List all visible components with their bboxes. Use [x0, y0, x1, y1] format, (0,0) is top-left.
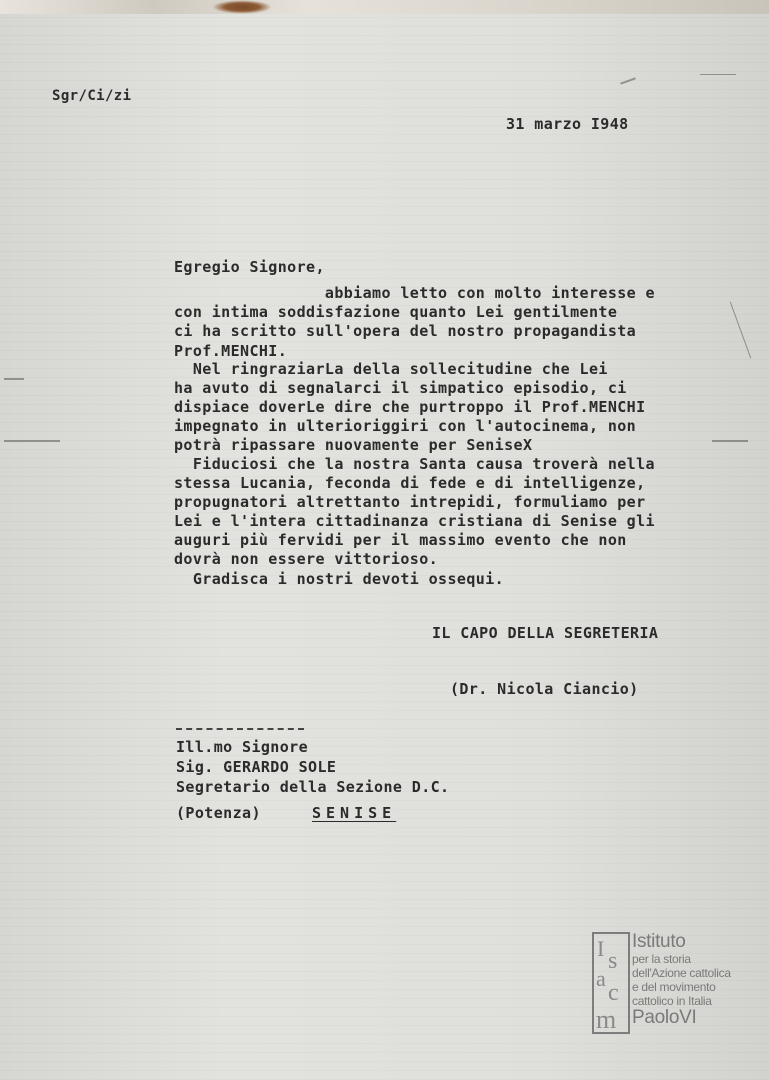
logo-monogram-icon — [594, 934, 628, 1032]
body-line: abbiamo letto con molto interesse e — [174, 284, 655, 302]
recipient-province: (Potenza) — [176, 804, 261, 822]
logo-line: PaoloVI — [632, 1007, 697, 1028]
archive-logo — [592, 932, 742, 1038]
body-line: Gradisca i nostri devoti ossequi. — [174, 570, 505, 588]
logo-line: Istituto — [632, 931, 686, 952]
body-line: impegnato in ulterioriggiri con l'autocinema, non — [174, 417, 637, 435]
body-line: Fiduciosi che la nostra Santa causa troverà nella — [174, 455, 655, 473]
body-line: potrà ripassare nuovamente per SeniseX — [174, 436, 533, 454]
paper-top-edge — [0, 0, 769, 14]
logo-line: cattolico in Italia — [632, 994, 712, 1008]
margin-mark — [700, 74, 736, 75]
body-line: Nel ringraziarLa della sollecitudine che Lei — [174, 360, 608, 378]
margin-mark — [4, 440, 60, 442]
logo-line: e del movimento — [632, 980, 716, 994]
svg-text:c: c — [608, 980, 619, 1006]
reference-code: Sgr/Ci/zi — [52, 88, 132, 104]
logo-monogram — [592, 932, 630, 1034]
body-line: Lei e l'intera cittadinanza cristiana di Senise gli — [174, 512, 655, 530]
signature-name: (Dr. Nicola Ciancio) — [450, 680, 639, 698]
body-line: stessa Lucania, feconda di fede e di intelligenze, — [174, 474, 646, 492]
paper-stain — [212, 0, 272, 14]
svg-text:I: I — [597, 936, 605, 961]
svg-text:m: m — [596, 1005, 617, 1032]
logo-text — [632, 932, 731, 1028]
salutation: Egregio Signore, — [174, 258, 325, 276]
svg-text:s: s — [608, 948, 618, 974]
logo-line: per la storia — [632, 952, 691, 966]
letter-date: 31 marzo I948 — [506, 115, 629, 133]
closing-title: IL CAPO DELLA SEGRETERIA — [432, 624, 659, 642]
margin-mark — [620, 77, 636, 84]
body-line: con intima soddisfazione quanto Lei gentilmente — [174, 303, 618, 321]
recipient-city: SENISE — [312, 804, 397, 822]
recipient-role: Segretario della Sezione D.C. — [176, 778, 450, 796]
body-line: ci ha scritto sull'opera del nostro propagandista — [174, 322, 637, 340]
separator-rule — [176, 728, 304, 730]
body-line: propugnatori altrettanto intrepidi, formuliamo per — [174, 493, 646, 511]
body-line: auguri più fervidi per il massimo evento che non — [174, 531, 627, 549]
recipient-title: Ill.mo Signore — [176, 738, 309, 756]
body-line: dovrà non essere vittorioso. — [174, 550, 439, 568]
logo-line: dell'Azione cattolica — [632, 966, 731, 980]
svg-text:a: a — [596, 966, 606, 991]
margin-mark — [730, 302, 751, 359]
margin-mark — [4, 378, 24, 380]
margin-mark — [712, 440, 748, 442]
body-line: ha avuto di segnalarci il simpatico episodio, ci — [174, 379, 627, 397]
body-line: dispiace doverLe dire che purtroppo il Prof.MENCHI — [174, 398, 646, 416]
recipient-name: Sig. GERARDO SOLE — [176, 758, 337, 776]
body-line: Prof.MENCHI. — [174, 342, 288, 360]
